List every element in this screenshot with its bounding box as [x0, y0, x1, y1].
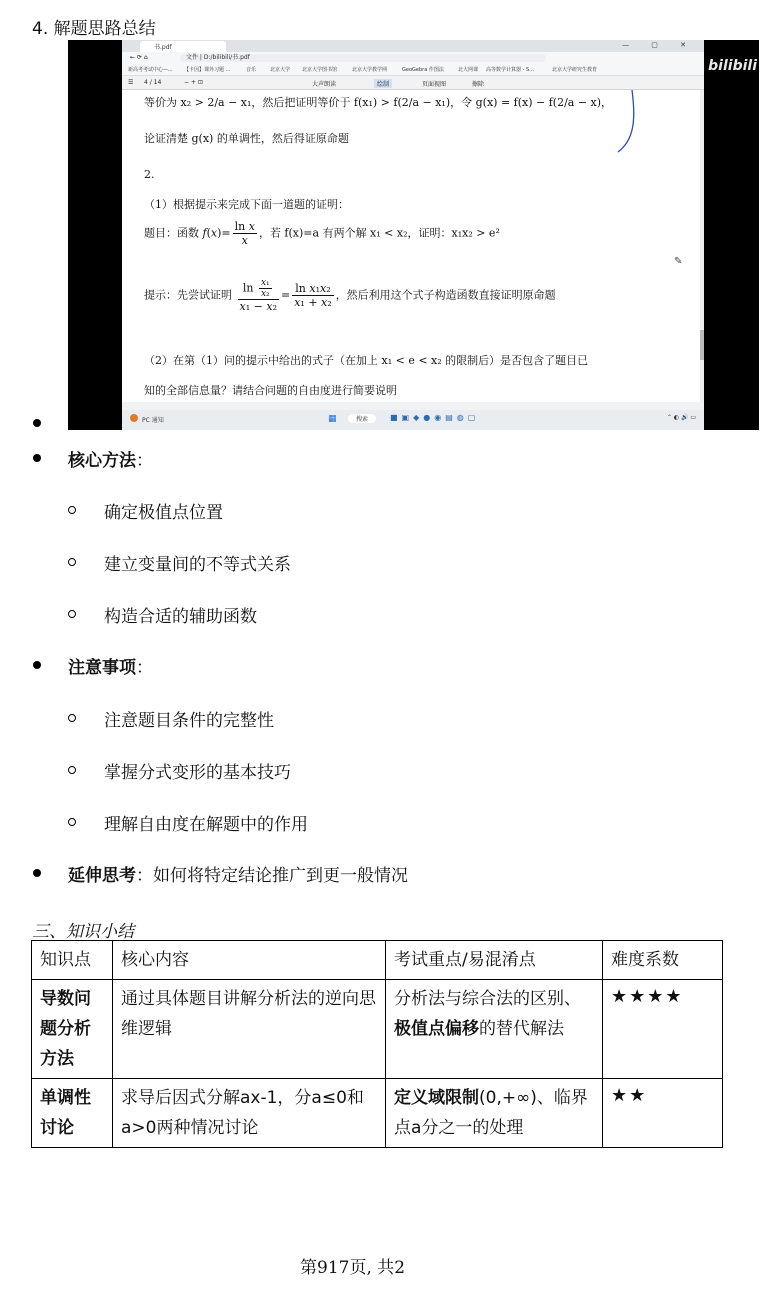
core-method-label: 核心方法: [68, 451, 136, 471]
problem-line: 题目：函数 f(x)= $\frac{\text{ln x}}{x}$ ，若 f(x)=a 有两个解 x₁ < x₂，证明：x₁x₂ > e²: [144, 220, 500, 247]
bullet: [33, 661, 41, 669]
bookmarks-bar: [122, 64, 704, 76]
page-view-button[interactable]: 页面视图: [422, 81, 447, 88]
table-cell-content: 求导后因式分解ax-1，分a≤0和a>0两种情况讨论: [113, 1079, 386, 1148]
read-aloud-button[interactable]: 大声朗读: [312, 81, 337, 88]
bilibili-watermark: bilibili: [708, 58, 757, 74]
bookmark-item[interactable]: 北京大学研究生教育: [552, 67, 598, 73]
tab-bar: [122, 40, 704, 52]
bookmark-item[interactable]: 北京大学: [270, 67, 291, 73]
embedded-screenshot: [68, 40, 759, 430]
taskbar-search[interactable]: 搜索: [348, 414, 376, 423]
hint-prefix: 提示：先尝试证明: [144, 288, 232, 302]
pdf-page: [122, 90, 700, 402]
table-header: 知识点: [32, 941, 113, 980]
core-method-line: 核心方法：: [68, 451, 153, 471]
pdf-toolbar: [122, 76, 704, 90]
draw-button[interactable]: 绘制: [374, 79, 392, 88]
doc-line: 2.: [144, 168, 155, 181]
nav-buttons[interactable]: ← ⟳ ⌂: [130, 54, 148, 61]
status-strip: [122, 402, 704, 410]
address-url: D:/bilibili/书.pdf: [203, 54, 250, 61]
erase-button[interactable]: 擦除: [472, 81, 485, 88]
table-cell-focus: [386, 1079, 603, 1148]
focus-text: 分析法与综合法的区别、: [394, 989, 581, 1009]
sub-bullet: [68, 506, 76, 514]
scroll-thumb[interactable]: [700, 330, 704, 360]
doc-line: （2）在第（1）问的提示中给出的式子（在加上 x₁ < e < x₂ 的限制后）是否包含了题目已: [144, 354, 589, 367]
bookmark-item[interactable]: GeoGebra 作图法: [402, 67, 444, 73]
problem-prefix: 题目：函数: [144, 226, 199, 240]
bookmark-item[interactable]: 新高考考试中心—...: [128, 67, 173, 73]
list-item: 确定极值点位置: [104, 503, 223, 523]
doc-line: 知的全部信息量？请结合问题的自由度进行简要说明: [144, 384, 397, 397]
notes-label: 注意事项: [68, 658, 136, 678]
extension-text: 如何将特定结论推广到更一般情况: [153, 866, 408, 886]
knowledge-summary-title: 三、知识小结: [32, 922, 134, 942]
knowledge-table: [31, 940, 723, 1148]
bookmark-item[interactable]: 北大网课: [458, 67, 479, 73]
pen-stroke-icon: [612, 90, 642, 160]
windows-start-icon[interactable]: ▦: [328, 414, 337, 424]
difficulty-stars: ★★★★: [603, 980, 723, 1079]
doc-line: 论证清楚 g(x) 的单调性，然后得证原命题: [144, 132, 349, 145]
list-item: 注意题目条件的完整性: [104, 711, 274, 731]
taskbar-apps-icon[interactable]: ■▣◆●◉▤◍▢: [390, 413, 480, 422]
table-header: 核心内容: [113, 941, 386, 980]
focus-emphasis: 定义域限制: [394, 1088, 479, 1108]
problem-suffix: ，若 f(x)=a 有两个解 x₁ < x₂，证明：x₁x₂ > e²: [258, 226, 500, 240]
sub-bullet: [68, 714, 76, 722]
page-footer: 第917页, 共2: [300, 1258, 406, 1278]
focus-text: 的替代解法: [479, 1019, 564, 1039]
sub-bullet: [68, 610, 76, 618]
table-cell-point: 导数问题分析方法: [32, 980, 113, 1079]
bullet: [33, 454, 41, 462]
page-indicator[interactable]: 4 / 14: [144, 79, 162, 86]
list-item: 掌握分式变形的基本技巧: [104, 763, 291, 783]
doc-line: （1）根据提示来完成下面一道题的证明：: [144, 198, 349, 211]
bookmark-item[interactable]: 高等数学计算器 - S...: [486, 67, 534, 73]
table-cell-content: 通过具体题目讲解分析法的逆向思维逻辑: [113, 980, 386, 1079]
pdf-scrollbar[interactable]: [700, 90, 704, 402]
focus-emphasis: 极值点偏移: [394, 1019, 479, 1039]
hint-suffix: ，然后利用这个式子构造函数直接证明原命题: [335, 288, 556, 302]
taskbar-left-text: PC 通知: [142, 417, 164, 424]
notes-line: 注意事项：: [68, 658, 153, 678]
table-cell-focus: [386, 980, 603, 1079]
bookmark-item[interactable]: 北京大学教学网: [352, 67, 388, 73]
empty-bullet: [33, 419, 41, 427]
system-tray-icon[interactable]: ⌃ ◐ 🔊 ▭: [666, 414, 696, 421]
bullet: [33, 869, 41, 877]
pc-notify-icon[interactable]: [130, 414, 138, 422]
list-item: 理解自由度在解题中的作用: [104, 815, 308, 835]
sub-bullet: [68, 558, 76, 566]
section-title: 4. 解题思路总结: [32, 19, 156, 39]
extension-line: 延伸思考：如何将特定结论推广到更一般情况: [68, 866, 408, 886]
sub-bullet: [68, 766, 76, 774]
list-item: 构造合适的辅助函数: [104, 607, 257, 627]
bookmark-item[interactable]: 北京大学图书馆: [302, 67, 338, 73]
address-prefix: 文件: [186, 54, 199, 61]
hint-line: 提示：先尝试证明 ln $\frac{\text{x₁}}{\text{x₂}}$ x₁ − x₂ = $\frac{\text{ln x₁x₂}}{\text{x₁ + x₂}}$ ，然后利用这个式子构造函数直接证明原命题: [144, 278, 556, 313]
bookmark-item[interactable]: 【卡因】课外习题 ...: [184, 67, 231, 73]
table-row: [32, 1079, 723, 1148]
zoom-controls[interactable]: − + ⊡: [184, 79, 203, 86]
doc-line: 等价为 x₂ > 2/a − x₁，然后把证明等价于 f(x₁) > f(2/a − x₁)，令 g(x) = f(x) − f(2/a − x)，: [144, 96, 613, 109]
table-header-row: [32, 941, 723, 980]
difficulty-stars: ★★: [603, 1079, 723, 1148]
address-input[interactable]: 文件 | D:/bilibili/书.pdf: [180, 54, 546, 62]
bookmark-item[interactable]: 音乐: [246, 67, 257, 73]
browser-window: [122, 40, 704, 430]
focus-text: (0,+∞)、临界点a分之一的处理: [394, 1088, 588, 1138]
browser-tab[interactable]: [140, 41, 226, 52]
window-controls[interactable]: — ▢ ✕: [622, 41, 696, 49]
list-item: 建立变量间的不等式关系: [104, 555, 291, 575]
table-header: 难度系数: [603, 941, 723, 980]
taskbar: [122, 410, 704, 430]
table-cell-point: 单调性讨论: [32, 1079, 113, 1148]
table-row: [32, 980, 723, 1079]
address-bar: [122, 52, 704, 64]
tab-title: 书.pdf: [154, 44, 172, 51]
extension-label: 延伸思考: [68, 866, 136, 886]
table-header: 考试重点/易混淆点: [386, 941, 603, 980]
sub-bullet: [68, 818, 76, 826]
toc-icon[interactable]: ☰: [128, 79, 134, 86]
pencil-icon[interactable]: ✎: [674, 256, 683, 267]
